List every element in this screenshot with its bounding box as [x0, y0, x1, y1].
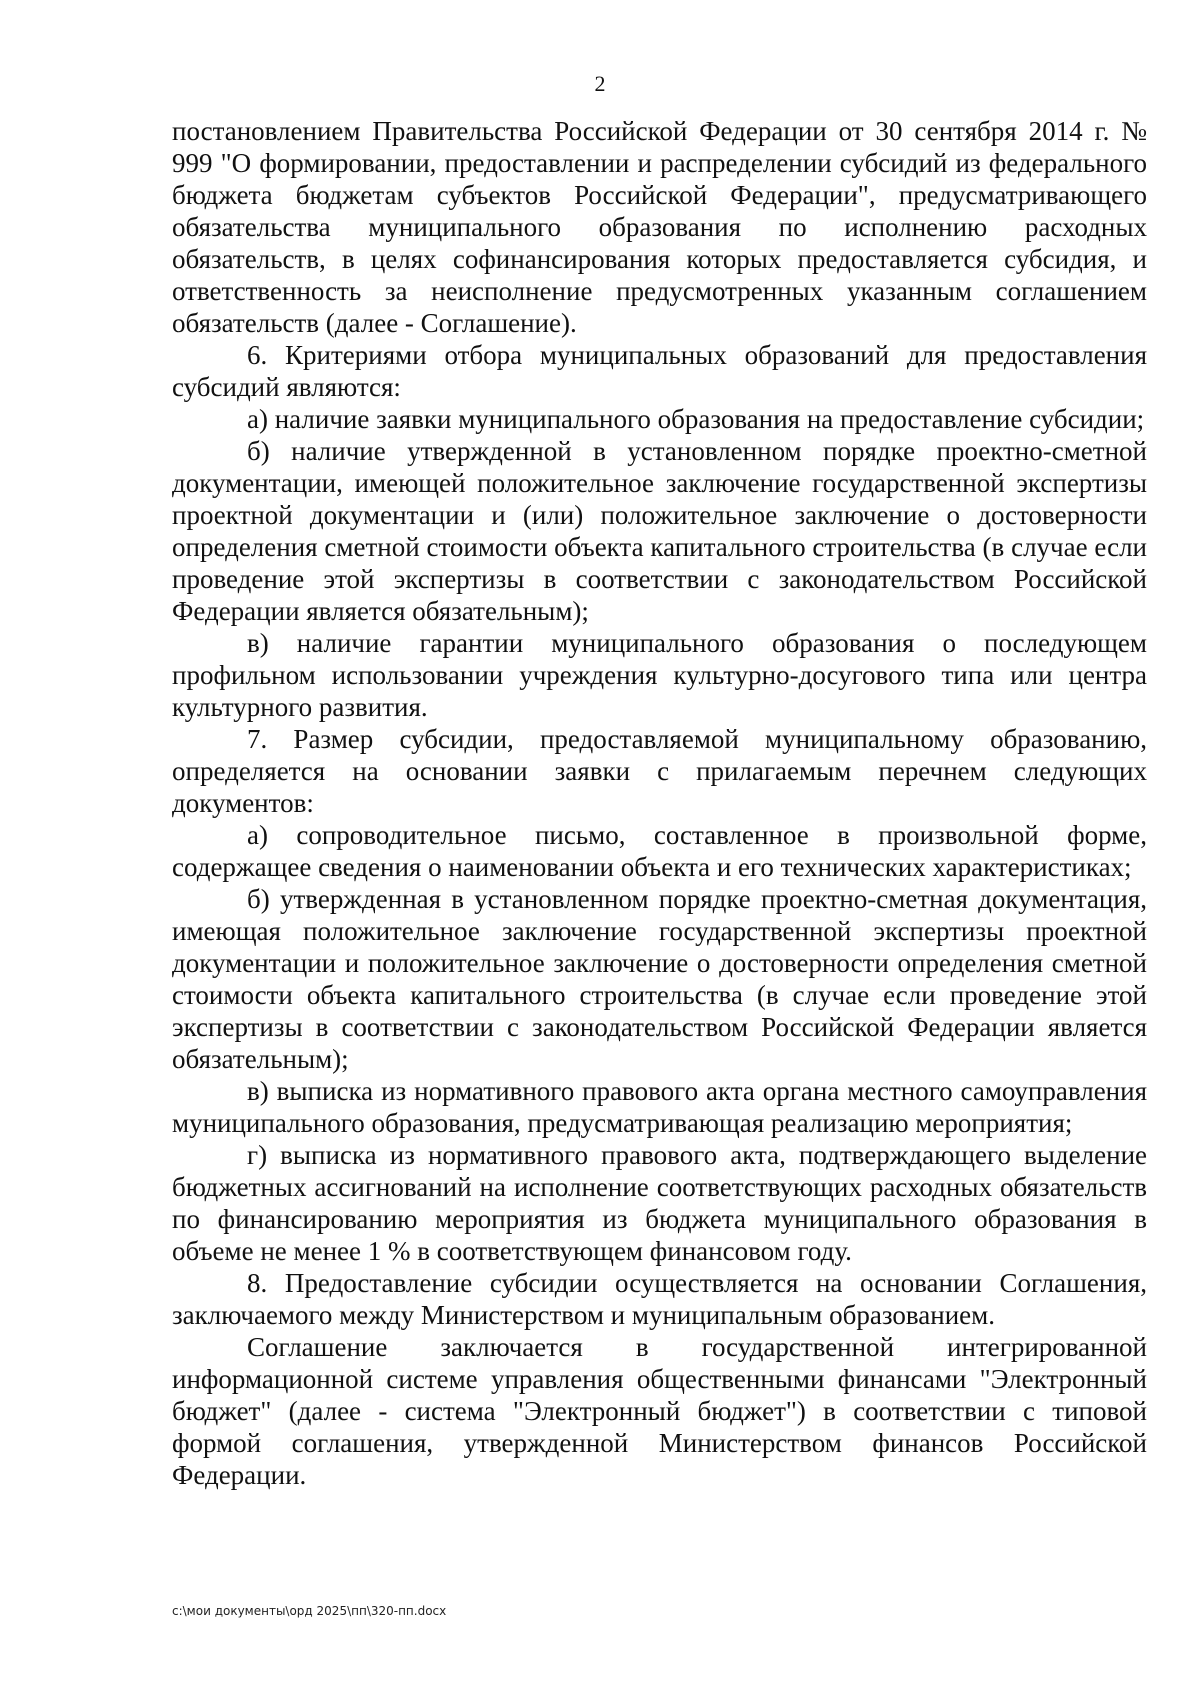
- paragraph-item-7g: г) выписка из нормативного правового акта, подтверждающего выделение бюджетных ассигнований на исполнение соответствующих расходных обязательств по финансированию мероприятия из бюджета муниципального образования в объеме не менее 1 % в соответствующем финансовом году.: [172, 1140, 1147, 1266]
- paragraph-item-7b: б) утвержденная в установленном порядке проектно-сметная документация, имеющая положительное заключение государственной экспертизы проектной документации и положительное заключение о достоверности определения сметной стоимости объекта капитального строительства (в случае если проведение этой экспертизы в соответствии с законодательством Российской Федерации является обязательным);: [172, 884, 1147, 1074]
- paragraph-item-7a: а) сопроводительное письмо, составленное в произвольной форме, содержащее сведения о наименовании объекта и его технических характеристиках;: [172, 820, 1147, 882]
- page-number: 2: [594, 71, 606, 96]
- paragraph-agreement: Соглашение заключается в государственной интегрированной информационной системе управления общественными финансами "Электронный бюджет" (далее - система "Электронный бюджет") в соответствии с типовой формой соглашения, утвержденной Министерством финансов Российской Федерации.: [172, 1332, 1147, 1490]
- paragraph-item-7v: в) выписка из нормативного правового акта органа местного самоуправления муниципального образования, предусматривающая реализацию мероприятия;: [172, 1076, 1147, 1138]
- document-body: [172, 115, 1147, 1491]
- paragraph-continuation: постановлением Правительства Российской Федерации от 30 сентября 2014 г. № 999 "О формировании, предоставлении и распределении субсидий из федерального бюджета бюджетам субъектов Российской Федерации", предусматривающего обязательства муниципального образования по исполнению расходных обязательств, в целях софинансирования которых предоставляется субсидия, и ответственность за неисполнение предусмотренных указанным соглашением обязательств (далее - Соглашение).: [172, 116, 1147, 338]
- paragraph-item-8: 8. Предоставление субсидии осуществляется на основании Соглашения, заключаемого между Министерством и муниципальным образованием.: [172, 1268, 1147, 1330]
- paragraph-item-6a: а) наличие заявки муниципального образования на предоставление субсидии;: [247, 404, 1145, 434]
- paragraph-item-6b: б) наличие утвержденной в установленном порядке проектно-сметной документации, имеющей положительное заключение государственной экспертизы проектной документации и (или) положительное заключение о достоверности определения сметной стоимости объекта капитального строительства (в случае если проведение этой экспертизы в соответствии с законодательством Российской Федерации является обязательным);: [172, 436, 1147, 626]
- footer-file-path: c:\мои документы\орд 2025\пп\320-пп.docx: [172, 1604, 447, 1618]
- paragraph-item-6v: в) наличие гарантии муниципального образования о последующем профильном использовании учреждения культурно-досугового типа или центра культурного развития.: [172, 628, 1147, 722]
- paragraph-item-6: 6. Критериями отбора муниципальных образований для предоставления субсидий являются:: [172, 340, 1147, 402]
- paragraph-item-7: 7. Размер субсидии, предоставляемой муниципальному образованию, определяется на основании заявки с прилагаемым перечнем следующих документов:: [172, 724, 1147, 818]
